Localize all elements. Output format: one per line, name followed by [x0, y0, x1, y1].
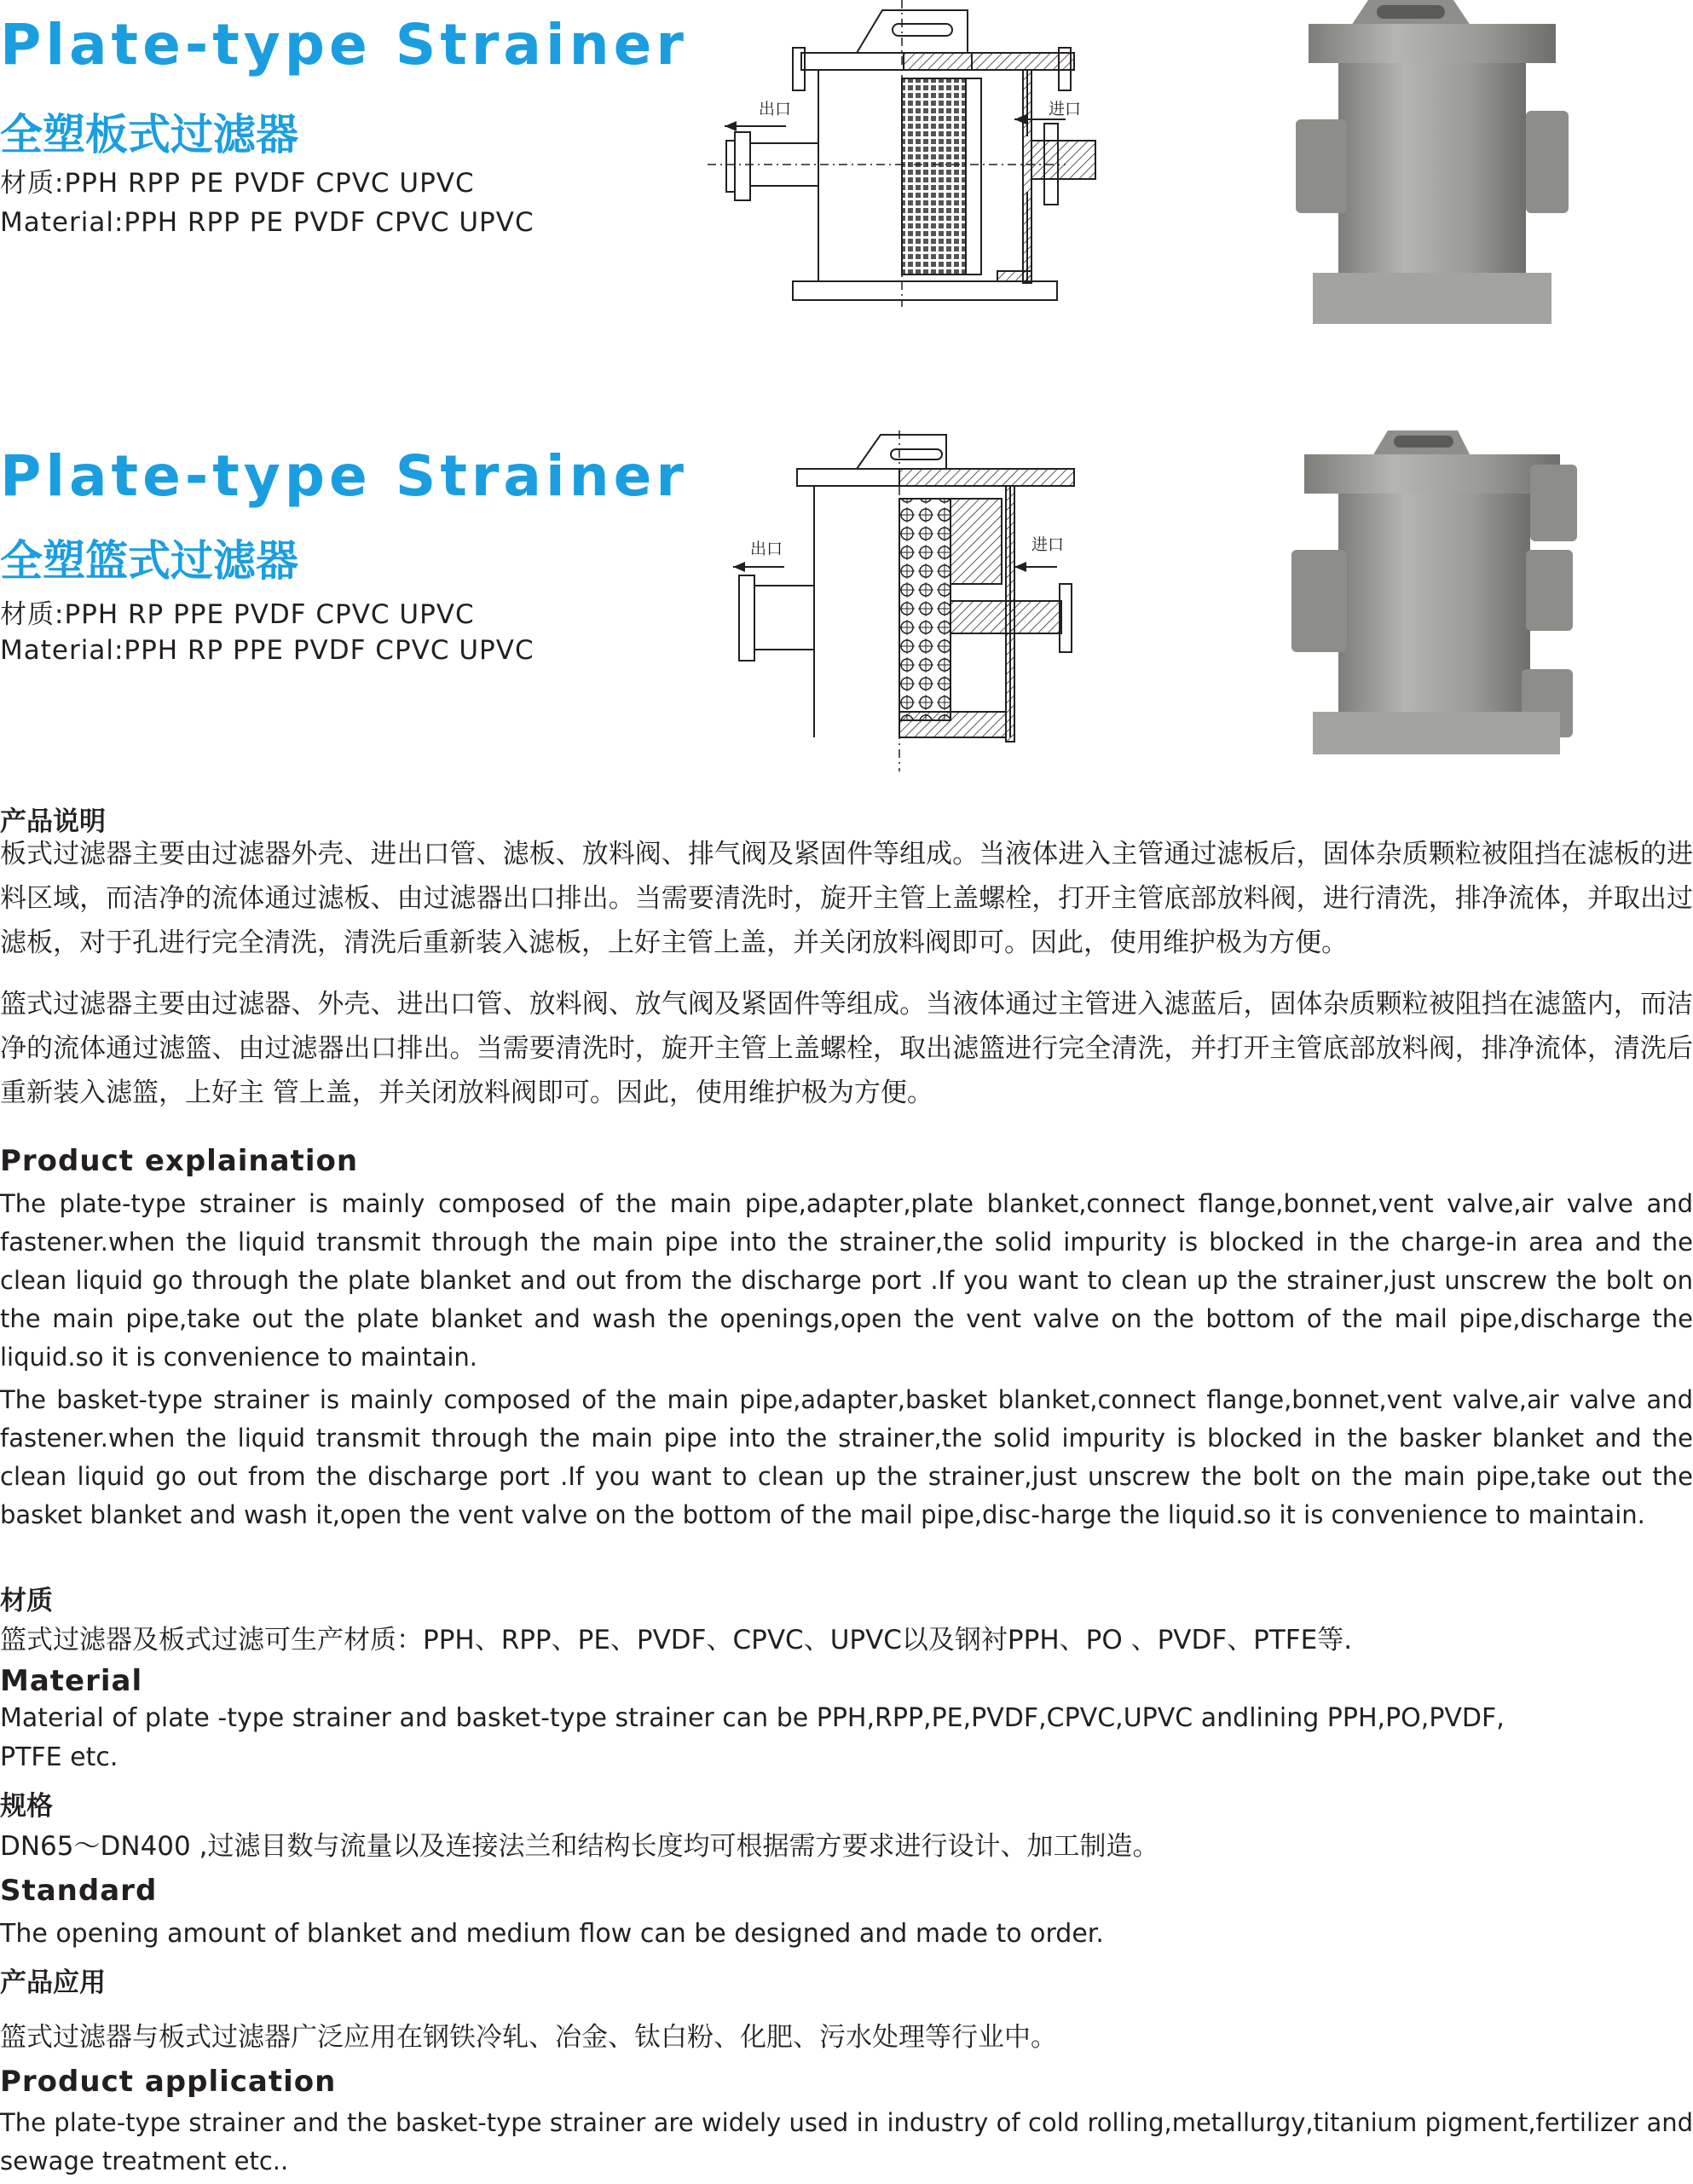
description-heading-cn: 产品说明 — [0, 806, 106, 837]
section1-material-en: Material:PPH RPP PE PVDF CPVC UPVC — [0, 207, 534, 238]
inlet-label: 进口 — [1031, 535, 1065, 554]
description-para1-en: The plate-type strainer is mainly composed of the main pipe,adapter,plate blanket,connect flange,bonnet,vent valve,air valve and fastener.when the liquid transmit through the main pipe into the strainer,the solid impurity is blocked in the charge-in area and the clean liquid go through the plate blanket and out from the discharge port .If you want to clean up the strainer,just unscrew the bolt on the main pipe,take out the plate blanket and wash the openings,open the vent valve on the bottom of the mail pipe,discharge the liquid.so it is convenience to maintain. — [0, 1189, 1693, 1372]
section2-material-cn: 材质:PPH RP PPE PVDF CPVC UPVC — [0, 599, 475, 630]
section2-title-en: Plate-type Strainer — [0, 443, 688, 509]
basket-strainer-diagram — [729, 430, 1087, 771]
description-para2-cn: 篮式过滤器主要由过滤器、外壳、进出口管、放料阀、放气阀及紧固件等组成。当液体通过主管进入滤蓝后，固体杂质颗粒被阻挡在滤篮内，而洁净的流体通过滤篮、由过滤器出口排出。当需要清洗时，旋开主管上盖螺栓，取出滤篮进行完全清洗，并打开主管底部放料阀，排净流体，清洗后重新装入滤篮，上好主 管上盖，并关闭放料阀即可。因此，使用维护极为方便。 — [0, 989, 1693, 1108]
section1-title-cn: 全塑板式过滤器 — [0, 110, 298, 159]
application-text-cn: 篮式过滤器与板式过滤器广泛应用在钢铁冷轧、冶金、钛白粉、化肥、污水处理等行业中。 — [0, 2022, 1057, 2053]
outlet-label: 出口 — [759, 100, 792, 118]
application-text-en: The plate-type strainer and the basket-type strainer are widely used in industry of cold rolling,metallurgy,titanium pigment,fertilizer and sewage treatment etc.. — [0, 2108, 1693, 2175]
material-text-en-line2: PTFE etc. — [0, 1742, 118, 1772]
material-text-cn: 篮式过滤器及板式过滤可生产材质：PPH、RPP、PE、PVDF、CPVC、UPVC以及钢衬PPH、PO 、PVDF、PTFE等. — [0, 1625, 1353, 1655]
description-heading-en: Product explaination — [0, 1144, 359, 1178]
section1-title-en: Plate-type Strainer — [0, 12, 688, 78]
standard-heading-cn: 规格 — [0, 1791, 53, 1822]
basket-strainer-product-image — [1287, 430, 1586, 754]
material-text-en-line1: Material of plate -type strainer and basket-type strainer can be PPH,RPP,PE,PVDF,CPVC,UPVC andlining PPH,PO,PVDF, — [0, 1703, 1505, 1733]
section2-material-en: Material:PPH RP PPE PVDF CPVC UPVC — [0, 635, 534, 666]
inlet-label: 进口 — [1049, 100, 1082, 118]
application-heading-cn: 产品应用 — [0, 1967, 106, 1998]
outlet-label: 出口 — [750, 540, 783, 558]
description-para1-cn: 板式过滤器主要由过滤器外壳、进出口管、滤板、放料阀、排气阀及紧固件等组成。当液体进入主管通过滤板后，固体杂质颗粒被阻挡在滤板的进料区域，而洁净的流体通过滤板、由过滤器出口排出。当需要清洗时，旋开主管上盖螺栓，打开主管底部放料阀，进行清洗，排净流体，并取出过滤板，对于孔进行完全清洗，清洗后重新装入滤板，上好主管上盖，并关闭放料阀即可。因此，使用维护极为方便。 — [0, 839, 1693, 958]
standard-heading-en: Standard — [0, 1874, 158, 1908]
application-heading-en: Product application — [0, 2065, 337, 2099]
standard-text-cn: DN65～DN400 ,过滤目数与流量以及连接法兰和结构长度均可根据需方要求进行设计、加工制造。 — [0, 1831, 1159, 1862]
material-heading-en: Material — [0, 1664, 143, 1698]
plate-strainer-diagram — [708, 0, 1082, 307]
description-para2-en: The basket-type strainer is mainly composed of the main pipe,adapter,basket blanket,connect flange,bonnet,vent valve,air valve and fastener.when the liquid transmit through the main pipe into the strainer,the solid impurity is blocked in the basker blanket and the clean liquid go out from the discharge port .If you want to clean up the strainer,just unscrew the bolt on the main pipe,take out the basket blanket and wash it,open the vent valve on the bottom of the mail pipe,disc-harge the liquid.so it is convenience to maintain. — [0, 1385, 1693, 1529]
material-heading-cn: 材质 — [0, 1586, 53, 1616]
section2-title-cn: 全塑篮式过滤器 — [0, 536, 298, 586]
standard-text-en: The opening amount of blanket and medium flow can be designed and made to order. — [0, 1919, 1104, 1949]
plate-strainer-product-image — [1291, 0, 1573, 328]
section1-material-cn: 材质:PPH RPP PE PVDF CPVC UPVC — [0, 168, 475, 199]
